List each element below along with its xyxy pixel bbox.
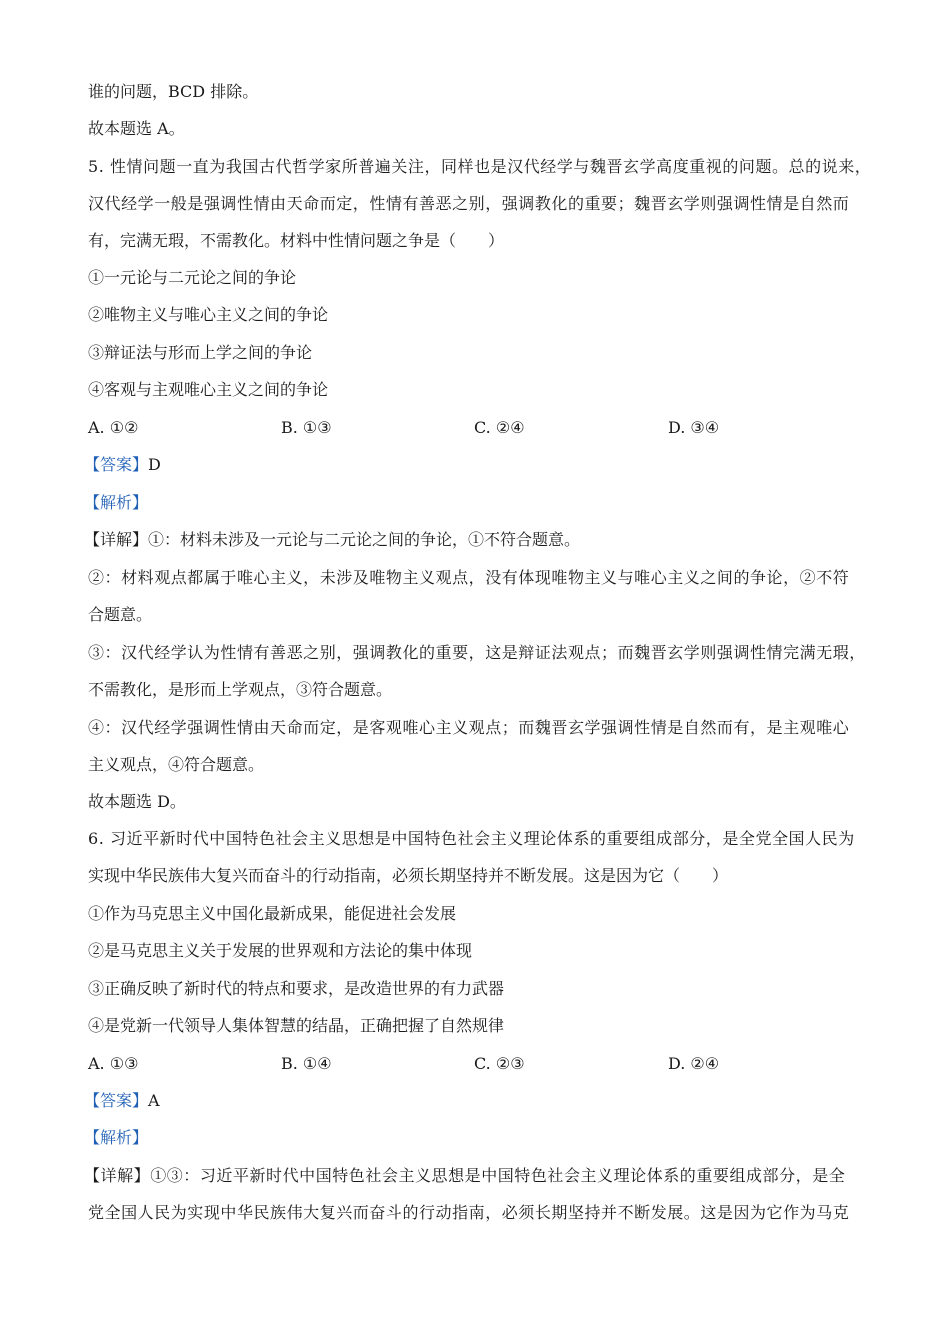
question-stem-line: 有，完满无瑕，不需教化。材料中性情问题之争是（ ）	[88, 231, 505, 250]
text-line: 谁的问题，BCD 排除。	[88, 82, 259, 101]
text-line: 故本题选 A。	[88, 119, 185, 138]
option-c: C. ②④	[474, 418, 525, 437]
statement-item: ③辩证法与形而上学之间的争论	[88, 343, 313, 362]
detail-line	[84, 528, 580, 552]
option-b: B. ①④	[281, 1054, 332, 1073]
answer-tag: 【答案】	[84, 1091, 149, 1110]
question-stem-line: 6. 习近平新时代中国特色社会主义思想是中国特色社会主义理论体系的重要组成部分，是全党全国人民为	[88, 829, 855, 848]
detail-line: 主义观点，④符合题意。	[88, 755, 265, 774]
question-stem-line: 汉代经学一般是强调性情由天命而定，性情有善恶之别，强调教化的重要；魏晋玄学则强调性情是自然而	[88, 194, 850, 213]
detail-line: ②：材料观点都属于唯心主义，未涉及唯物主义观点，没有体现唯物主义与唯心主义之间的争论，②不符	[88, 568, 850, 587]
statement-item: ②是马克思主义关于发展的世界观和方法论的集中体现	[88, 941, 473, 960]
detail-line: ③：汉代经学认为性情有善恶之别，强调教化的重要，这是辩证法观点；而魏晋玄学则强调性情完满无瑕，	[88, 643, 866, 662]
analysis-line	[84, 1126, 148, 1150]
answer-tag: 【答案】	[84, 455, 149, 474]
answer-line	[84, 1089, 160, 1113]
statement-item: ①一元论与二元论之间的争论	[88, 268, 297, 287]
option-a: A. ①②	[88, 418, 139, 437]
analysis-tag: 【解析】	[84, 1128, 149, 1147]
conclusion-line: 故本题选 D。	[88, 792, 186, 811]
detail-line: 不需教化，是形而上学观点，③符合题意。	[88, 680, 393, 699]
statement-item: ②唯物主义与唯心主义之间的争论	[88, 305, 329, 324]
answer-line	[84, 453, 161, 477]
question-stem-line: 5. 性情问题一直为我国古代哲学家所普遍关注，同样也是汉代经学与魏晋玄学高度重视的问题。总的说来，	[88, 157, 872, 176]
detail-line: ④：汉代经学强调性情由天命而定，是客观唯心主义观点；而魏晋玄学强调性情是自然而有，是主观唯心	[88, 718, 850, 737]
detail-line: 党全国人民为实现中华民族伟大复兴而奋斗的行动指南，必须长期坚持并不断发展。这是因为它作为马克	[88, 1203, 850, 1222]
detail-text: ①③：习近平新时代中国特色社会主义思想是中国特色社会主义理论体系的重要组成部分，是全	[150, 1166, 846, 1185]
option-d: D. ②④	[668, 1054, 720, 1073]
answer-value: A	[148, 1091, 160, 1110]
detail-line	[84, 1164, 845, 1188]
option-a: A. ①③	[88, 1054, 139, 1073]
analysis-tag: 【解析】	[84, 493, 149, 512]
detail-tag: 【详解】	[84, 1166, 151, 1185]
detail-tag: 【详解】	[84, 530, 149, 549]
answer-value: D	[148, 455, 161, 474]
statement-item: ③正确反映了新时代的特点和要求，是改造世界的有力武器	[88, 979, 505, 998]
detail-line: 合题意。	[88, 605, 153, 624]
question-stem-line: 实现中华民族伟大复兴而奋斗的行动指南，必须长期坚持并不断发展。这是因为它（ ）	[88, 866, 729, 885]
analysis-line	[84, 491, 148, 515]
option-b: B. ①③	[281, 418, 332, 437]
statement-item: ④客观与主观唯心主义之间的争论	[88, 380, 329, 399]
detail-text: ①：材料未涉及一元论与二元论之间的争论，①不符合题意。	[148, 530, 581, 549]
option-c: C. ②③	[474, 1054, 525, 1073]
statement-item: ①作为马克思主义中国化最新成果，能促进社会发展	[88, 904, 457, 923]
option-d: D. ③④	[668, 418, 720, 437]
statement-item: ④是党新一代领导人集体智慧的结晶，正确把握了自然规律	[88, 1016, 505, 1035]
